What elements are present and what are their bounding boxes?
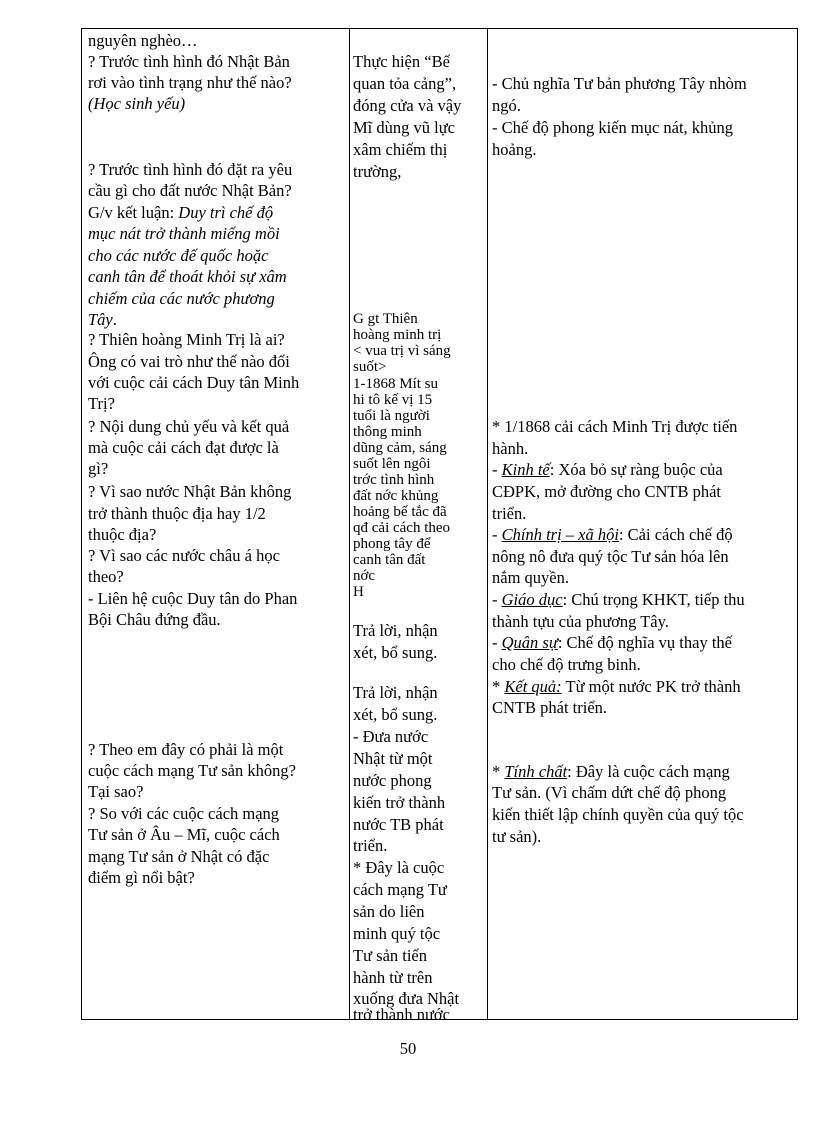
text-line: nớc (353, 568, 376, 584)
text-line: Tây. (88, 310, 117, 329)
text-line: - Chế độ phong kiến mục nát, khủng (492, 118, 734, 137)
text-line: Trị? (88, 394, 115, 413)
text-line: Ông có vai trò như thế nào đối (88, 352, 290, 371)
text-line: ? Vì sao các nước châu á học (88, 546, 280, 565)
text-line: xuống đưa Nhật (353, 989, 460, 1008)
text-line: phong tây để (353, 536, 431, 552)
text-line: nắm quyền. (492, 568, 569, 587)
text-line: nông nô đưa quý tộc Tư sản hóa lên (492, 547, 729, 566)
text-line: cho các nước đế quốc hoặc (88, 246, 269, 265)
text-line: tư sản). (492, 827, 542, 846)
text-line: < vua trị vì sáng (353, 343, 451, 359)
text-line: minh quý tộc (353, 924, 441, 943)
text-line: - Kinh tế: Xóa bỏ sự ràng buộc của (492, 460, 723, 479)
text-line: G gt Thiên (353, 311, 418, 327)
text-line: nước TB phát (353, 815, 444, 834)
text-line: trở thành thuộc địa hay 1/2 (88, 504, 266, 523)
text-line: - Đưa nước (353, 727, 429, 746)
text-line: hoảng bế tắc đã (353, 504, 447, 520)
text-line: ? So với các cuộc cách mạng (88, 804, 280, 823)
text-line: sản do liên (353, 902, 425, 921)
text-line: trở thành nước (353, 1005, 450, 1024)
text-line: trớc tình hình (353, 472, 435, 488)
text-line: xâm chiếm thị (353, 140, 448, 159)
text-line: gì? (88, 459, 109, 478)
text-line: * Đây là cuộc (353, 858, 445, 877)
text-line: ? Nội dung chủ yếu và kết quả (88, 417, 290, 436)
text-line: - Chính trị – xã hội: Cải cách chế độ (492, 525, 733, 544)
text-line: thông minh (353, 424, 422, 440)
text-line: cuộc cách mạng Tư sản không? (88, 761, 296, 780)
text-line: suốt lên ngôi (353, 456, 431, 472)
text-line: đóng cửa và vậy (353, 96, 462, 115)
text-line: hành từ trên (353, 968, 433, 987)
text-line: mạng Tư sản ở Nhật có đặc (88, 847, 270, 866)
text-line: hành. (492, 439, 529, 458)
text-line: triển. (492, 504, 527, 523)
text-line: - Chủ nghĩa Tư bản phương Tây nhòm (492, 74, 747, 93)
text-line: chiếm của các nước phương (88, 289, 275, 308)
text-line: Tư sản tiến (353, 946, 428, 965)
text-line: mục nát trở thành miếng mồi (88, 224, 280, 243)
text-line: Tư sản. (Vì chấm dứt chế độ phong (492, 783, 727, 802)
text-line: ? Theo em đây có phải là một (88, 740, 284, 759)
content-table (81, 28, 798, 1024)
text-line: ? Trước tình hình đó Nhật Bản (88, 52, 290, 71)
text-line: triển. (353, 836, 388, 855)
text-line: quan tỏa cảng”, (353, 74, 457, 93)
text-line: hoảng. (492, 140, 537, 159)
text-line: cầu gì cho đất nước Nhật Bản? (88, 181, 292, 200)
text-line: hoàng minh trị (353, 327, 442, 343)
text-line: Tại sao? (88, 782, 144, 801)
text-line: Mĩ dùng vũ lực (353, 118, 455, 137)
text-line: dũng cảm, sáng (353, 440, 447, 456)
text-line: ? Vì sao nước Nhật Bản không (88, 482, 292, 501)
text-line: nguyên nghèo… (88, 31, 198, 50)
text-line: xét, bổ sung. (353, 643, 438, 662)
text-line: thành tựu của phương Tây. (492, 612, 669, 631)
text-line: 1-1868 Mít su (353, 376, 439, 392)
text-line: rơi vào tình trạng như thế nào? (88, 73, 292, 92)
text-line: Bội Châu đứng đầu. (88, 610, 221, 629)
text-line: tuổi là người (353, 408, 430, 424)
text-line: H (353, 584, 364, 600)
text-line: ngó. (492, 96, 521, 115)
column-divider-2 (487, 29, 488, 1019)
text-line: điểm gì nổi bật? (88, 868, 195, 887)
text-line: Nhật từ một (353, 749, 433, 768)
text-line: (Học sinh yếu) (88, 94, 186, 113)
page-number: 50 (399, 1039, 417, 1058)
text-line: * Kết quả: Từ một nước PK trở thành (492, 677, 741, 696)
text-line: - Quân sự: Chế độ nghĩa vụ thay thế (492, 633, 732, 652)
text-line: canh tân đất (353, 552, 426, 568)
text-line: ? Thiên hoàng Minh Trị là ai? (88, 330, 285, 349)
text-line: Trả lời, nhận (353, 621, 438, 640)
text-line: mà cuộc cải cách đạt được là (88, 438, 279, 457)
text-line: thuộc địa? (88, 525, 157, 544)
text-line: CNTB phát triển. (492, 698, 608, 717)
text-line: trường, (353, 162, 402, 181)
text-line: Thực hiện “Bế (353, 52, 450, 71)
text-line: theo? (88, 567, 124, 586)
text-line: suốt> (353, 359, 387, 375)
text-line: với cuộc cải cách Duy tân Minh (88, 373, 300, 392)
text-line: CĐPK, mở đường cho CNTB phát (492, 482, 721, 501)
text-line: canh tân để thoát khỏi sự xâm (88, 267, 287, 286)
text-line: Trả lời, nhận (353, 683, 438, 702)
text-line: G/v kết luận: Duy trì chế độ (88, 203, 274, 222)
text-line: - Liên hệ cuộc Duy tân do Phan (88, 589, 298, 608)
text-line: qđ cải cách theo (353, 520, 451, 536)
column-divider-1 (349, 29, 350, 1019)
text-line: kiến trở thành (353, 793, 446, 812)
text-line: * 1/1868 cải cách Minh Trị được tiến (492, 417, 738, 436)
text-line: ? Trước tình hình đó đặt ra yêu (88, 160, 293, 179)
text-line: cách mạng Tư (353, 880, 447, 899)
text-line: * Tính chất: Đây là cuộc cách mạng (492, 762, 730, 781)
text-line: hi tô kế vị 15 (353, 392, 433, 408)
text-line: xét, bổ sung. (353, 705, 438, 724)
text-line: Tư sản ở Âu – Mĩ, cuộc cách (88, 825, 280, 844)
text-line: cho chế độ trưng binh. (492, 655, 641, 674)
text-line: nước phong (353, 771, 432, 790)
text-line: đất nớc khủng (353, 488, 439, 504)
text-line: kiến thiết lập chính quyền của quý tộc (492, 805, 744, 824)
text-line: - Giáo dục: Chú trọng KHKT, tiếp thu (492, 590, 745, 609)
